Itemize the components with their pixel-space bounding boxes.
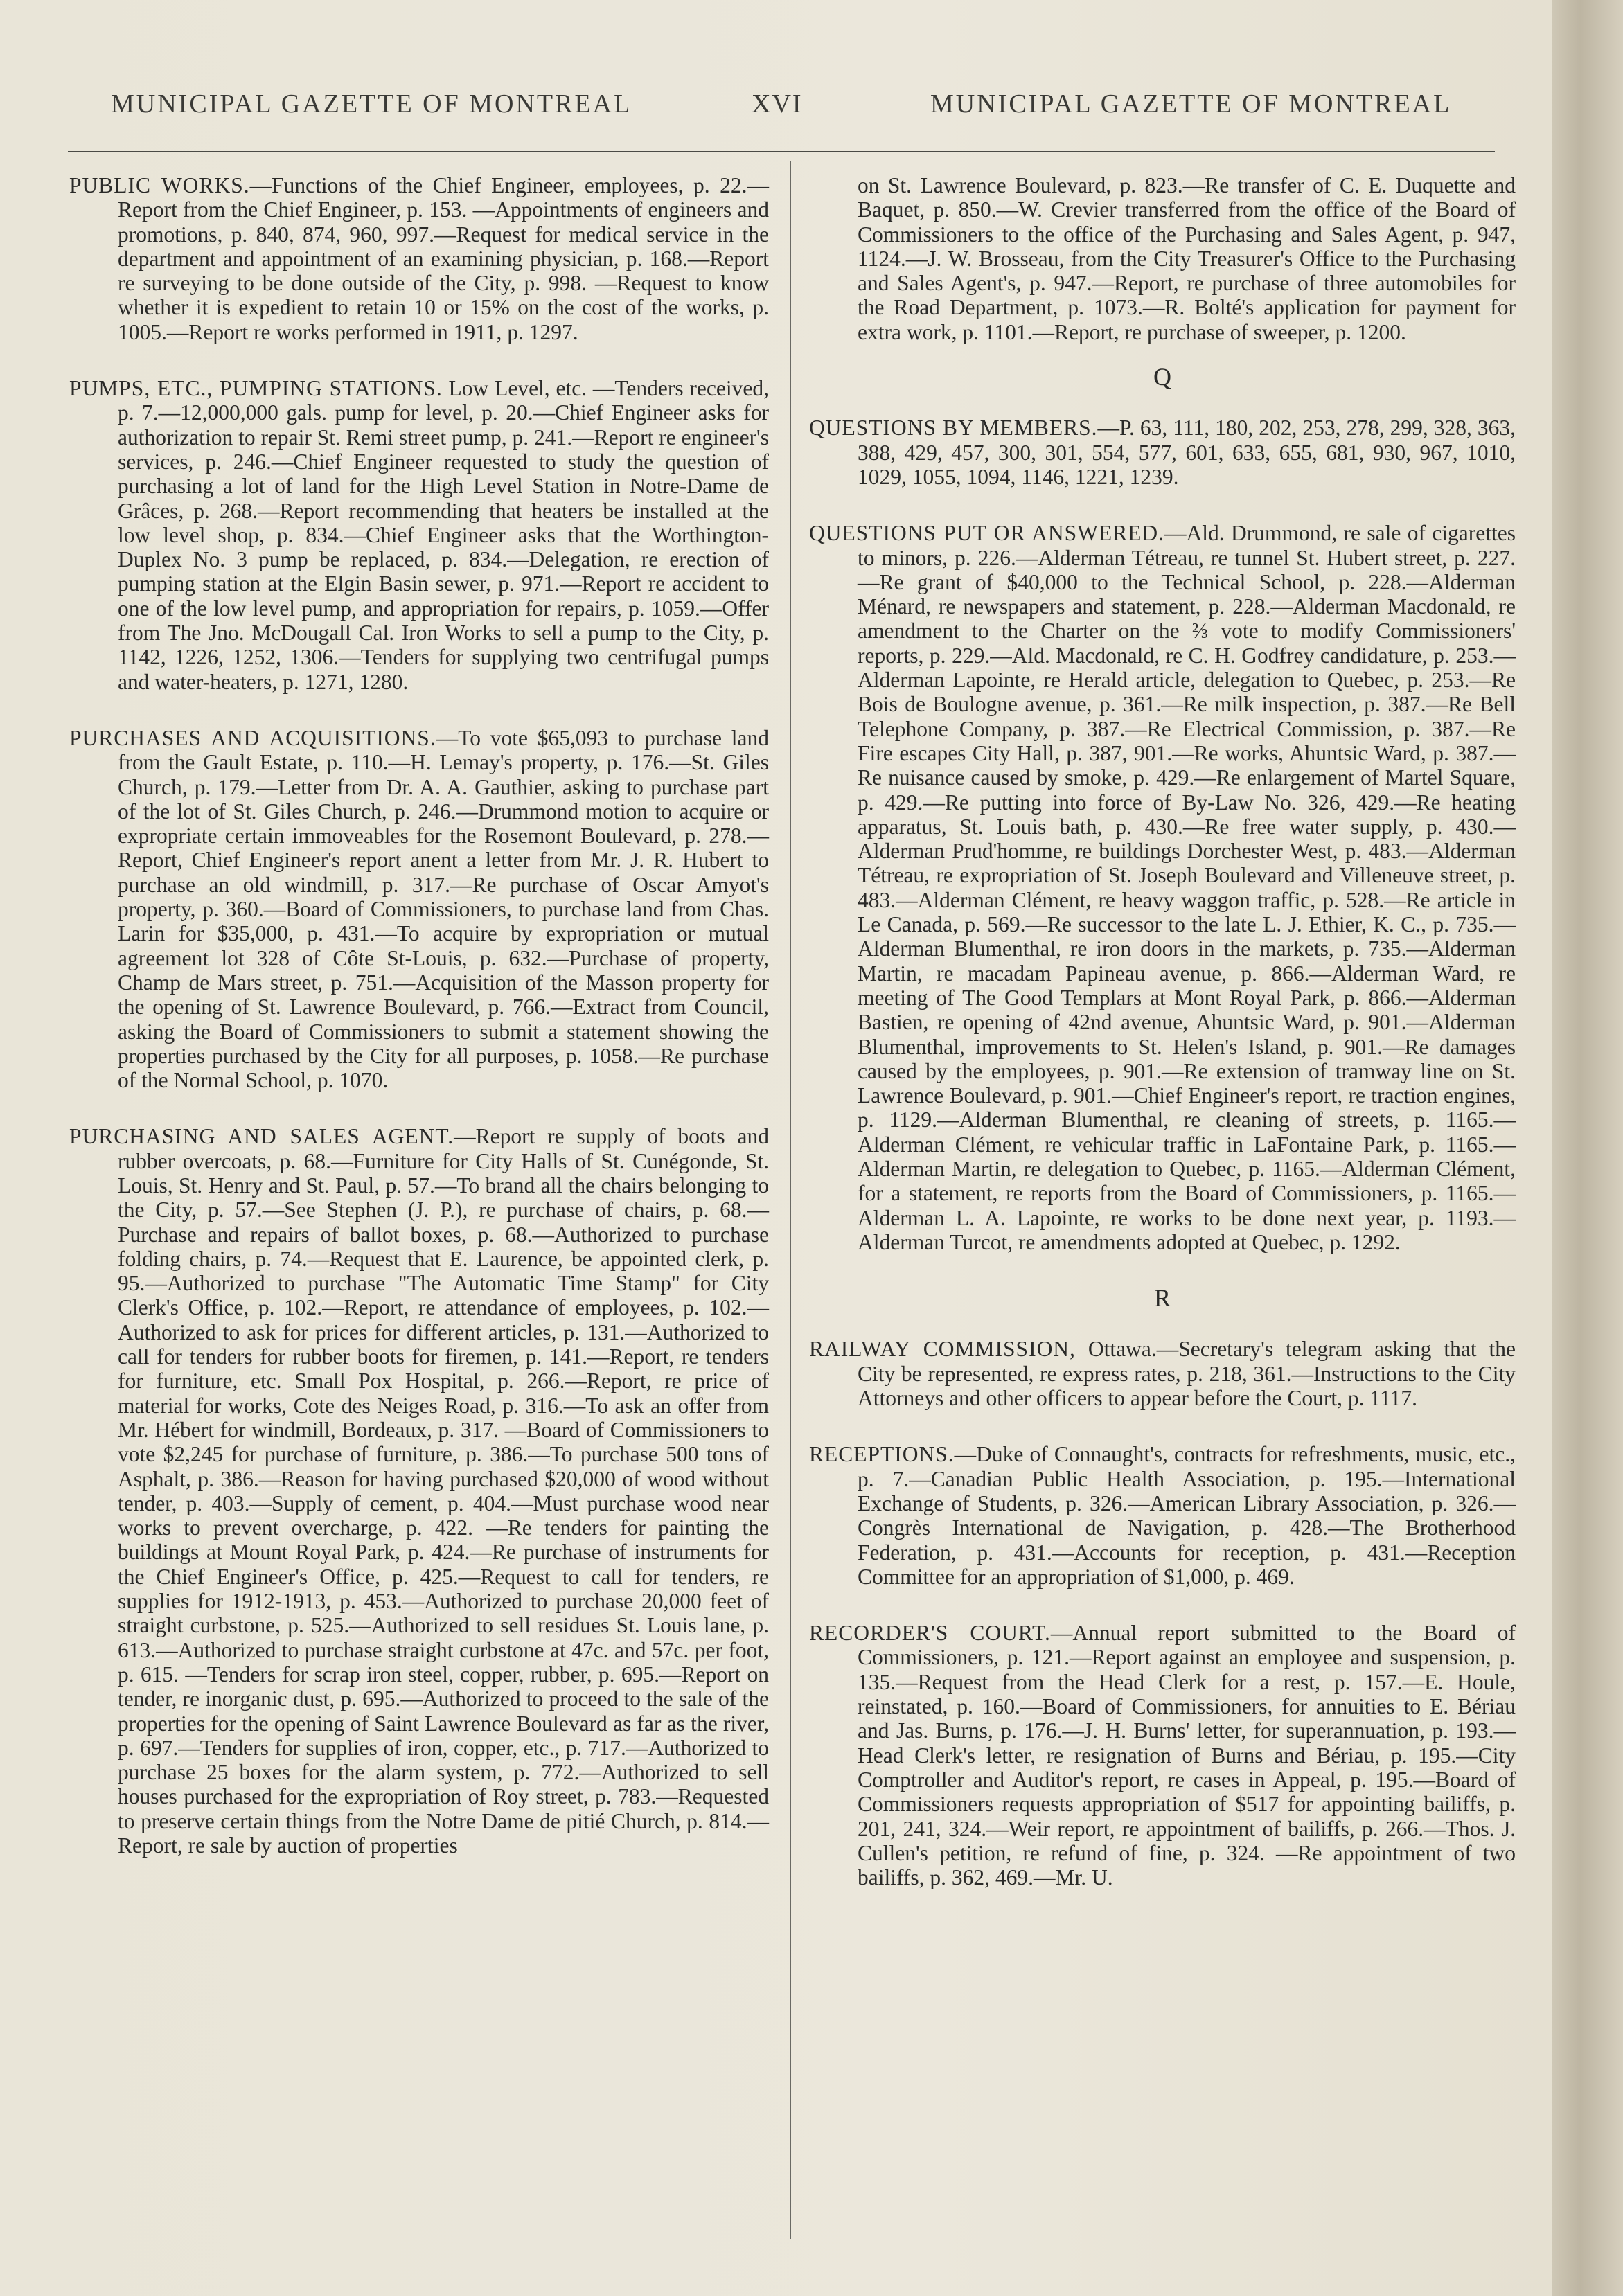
index-entry-questions-members bbox=[809, 416, 1516, 489]
entry-text: Ottawa.—Secretary's telegram asking that the City be represented, re express rates, p. 218, 361.—Instructions to the City Attorneys and other officers to appear before the Court, p. 1117. bbox=[858, 1337, 1516, 1411]
right-column bbox=[809, 173, 1516, 1921]
entry-heading: RAILWAY COMMISSION, bbox=[809, 1337, 1076, 1362]
index-entry-receptions bbox=[809, 1442, 1516, 1589]
page-number: XVI bbox=[752, 89, 803, 118]
entry-text: —Report re supply of boots and rubber overcoats, p. 68.—Furniture for City Halls of St. Cunégonde, St. Louis, St. Henry and St. Paul, p. 57.—To brand all the chairs belonging to the City, p. 57.—See Stephen (J. P.), re purchase of chairs, p. 68.—Purchase and repairs of ballot boxes, p. 68.—Authorized to purchase folding chairs, p. 74.—Request that E. Laurence, be appointed clerk, p. 95.—Authorized to purchase "The Automatic Time Stamp" for City Clerk's Office, p. 102.—Report, re attendance of employees, p. 102.—Authorized to ask for prices for different articles, p. 131.—Authorized to call for tenders for rubber boots for firemen, p. 141.—Report, re tenders for furniture, etc. Small Pox Hospital, p. 266.—Report, re price of material for works, Cote des Neiges Road, p. 316.—To ask an offer from Mr. Hébert for windmill, Bordeaux, p. 317. —Board of Commissioners to vote $2,245 for purchase of furniture, p. 386.—To purchase 500 tons of Asphalt, p. 386.—Reason for having purchased $20,000 of wood without tender, p. 403.—Supply of cement, p. 404.—Must purchase wood near works to prevent overcharge, p. 422. —Re tenders for painting the buildings at Mount Royal Park, p. 424.—Re purchase of instruments for the Chief Engineer's Office, p. 425.—Request to call for tenders, re supplies for 1912-1913, p. 453.—Authorized to purchase 20,000 feet of straight curbstone, p. 525.—Authorized to sell residues St. Louis lane, p. 613.—Authorized to purchase straight curbstone at 47c. and 57c. per foot, p. 615. —Tenders for scrap iron steel, copper, rubber, p. 695.—Report on tender, re inorganic dust, p. 695.—Authorized to proceed to the sale of the properties for the opening of Saint Lawrence Boulevard as far as the river, p. 697.—Tenders for supplies of iron, copper, etc., p. 717.—Authorized to purchase 25 boxes for the alarm system, p. 772.—Authorized to sell houses purchased for the expropriation of Roy street, p. 783.—Requested to preserve certain things from the Notre Dame de pitié Church, p. 814.—Report, re sale by auction of properties bbox=[118, 1124, 769, 1858]
entry-text: —P. 63, 111, 180, 202, 253, 278, 299, 328, 363, 388, 429, 457, 300, 301, 554, 577, 601, 633, 655, 681, 930, 967, 1010, 1029, 1055, 1094, 1146, 1221, 1239. bbox=[858, 416, 1516, 489]
entry-heading: QUESTIONS PUT OR ANSWERED. bbox=[809, 521, 1164, 546]
index-entry-pumps bbox=[69, 376, 769, 694]
running-header-left: MUNICIPAL GAZETTE OF MONTREAL bbox=[111, 89, 632, 118]
section-letter-q: Q bbox=[1153, 363, 1171, 391]
left-column bbox=[69, 173, 769, 1889]
index-entry-purchases bbox=[69, 726, 769, 1092]
entry-text: —Functions of the Chief Engineer, employees, p. 22.—Report from the Chief Engineer, p. 153. —Appointments of engineers and promotions, p. 840, 874, 960, 997.—Request for medical service in the department and appointment of an examining physician, p. 168.—Report re surveying to be done outside of the City, p. 998. —Request to know whether it is expedient to retain 10 or 15% on the cost of the works, p. 1005.—Report re works performed in 1911, p. 1297. bbox=[118, 173, 769, 344]
entry-heading: RECEPTIONS. bbox=[809, 1442, 955, 1467]
entry-text: —Duke of Connaught's, contracts for refreshments, music, etc., p. 7.—Canadian Public Health Association, p. 195.—International Exchange of Students, p. 326.—American Library Association, p. 326.—Congrès International de Navigation, p. 428.—The Brotherhood Federation, p. 431.—Accounts for reception, p. 431.—Reception Committee for an appropriation of $1,000, p. 469. bbox=[858, 1442, 1516, 1589]
entry-heading: PURCHASES AND ACQUISITIONS. bbox=[69, 725, 436, 750]
header-rule bbox=[68, 151, 1495, 152]
entry-heading: PUMPS, ETC., PUMPING STATIONS. bbox=[69, 376, 443, 401]
index-entry-continuation: on St. Lawrence Boulevard, p. 823.—Re transfer of C. E. Duquette and Baquet, p. 850.—W. Crevier transferred from the office of the Board of Commissioners to the office of the Purchasing and Sales Agent, p. 947, 1124.—J. W. Brosseau, from the City Treasurer's Office to the Purchasing and Sales Agent's, p. 947.—Report, re purchase of three automobiles for the Road Department, p. 1073.—R. Bolté's application for payment for extra work, p. 1101.—Report, re purchase of sweeper, p. 1200. bbox=[858, 173, 1516, 344]
index-entry-questions-answered bbox=[809, 521, 1516, 1254]
entry-text: —Ald. Drummond, re sale of cigarettes to minors, p. 226.—Alderman Tétreau, re tunnel St. Hubert street, p. 227.—Re grant of $40,000 to the Technical School, p. 228.—Alderman Ménard, re newspapers and statement, p. 228.—Alderman Macdonald, re amendment to the Charter on the ⅔ vote to modify Commissioners' reports, p. 229.—Ald. Macdonald, re C. H. Godfrey candidature, p. 253.—Alderman Lapointe, re Herald article, delegation to Quebec, p. 253.—Re Bois de Boulogne avenue, p. 361.—Re milk inspection, p. 387.—Re Bell Telephone Company, p. 387.—Re Electrical Commission, p. 387.—Re Fire escapes City Hall, p. 387, 901.—Re works, Ahuntsic Ward, p. 387.—Re nuisance caused by smoke, p. 429.—Re enlargement of Martel Square, p. 429.—Re putting into force of By-Law No. 326, 429.—Re heating apparatus, St. Louis bath, p. 430.—Re free water supply, p. 430.—Alderman Prud'homme, re buildings Dorchester West, p. 483.—Alderman Tétreau, re expropriation of St. Joseph Boulevard and Villeneuve street, p. 483.—Alderman Clément, re heavy waggon traffic, p. 528.—Re article in Le Canada, p. 569.—Re successor to the late L. J. Ethier, K. C., p. 735.—Alderman Blumenthal, re iron doors in the markets, p. 735.—Alderman Martin, re macadam Papineau avenue, p. 866.—Alderman Ward, re meeting of The Good Templars at Mont Royal Park, p. 866.—Alderman Bastien, re opening of 42nd avenue, Ahuntsic Ward, p. 901.—Alderman Blumenthal, improvements to St. Helen's Island, p. 901.—Re damages caused by the employees, p. 901.—Re extension of tramway line on St. Lawrence Boulevard, p. 901.—Chief Engineer's report, re traction engines, p. 1129.—Alderman Blumenthal, re cleaning of streets, p. 1165.—Alderman Clément, re vehicular traffic in LaFontaine Park, p. 1165.—Alderman Martin, re delegation to Quebec, p. 1165.—Alderman Clément, for a statement, re reports from the Board of Commissioners, p. 1165.—Alderman L. A. Lapointe, re works to be done next year, p. 1193.—Alderman Turcot, re amendments adopted at Quebec, p. 1292. bbox=[858, 521, 1516, 1254]
entry-heading: RECORDER'S COURT. bbox=[809, 1621, 1051, 1646]
entry-text: Low Level, etc. —Tenders received, p. 7.—12,000,000 gals. pump for level, p. 20.—Chief Engineer asks for authorization to repair St. Remi street pump, p. 241.—Report re engineer's services, p. 246.—Chief Engineer requested to study the question of purchasing a lot of land for the High Level Station in Notre-Dame de Grâces, p. 268.—Report recommending that heaters be installed at the low level shop, p. 834.—Chief Engineer asks that the Worthington-Duplex No. 3 pump be replaced, p. 834.—Delegation, re erection of pumping station at the Elgin Basin sewer, p. 971.—Report re accident to one of the low level pump, and appropriation for repairs, p. 1059.—Offer from The Jno. McDougall Cal. Iron Works to sell a pump to the City, p. 1142, 1226, 1252, 1306.—Tenders for supplying two centrifugal pumps and water-heaters, p. 1271, 1280. bbox=[118, 376, 769, 694]
entry-text: —To vote $65,093 to purchase land from the Gault Estate, p. 110.—H. Lemay's property, p. 176.—St. Giles Church, p. 179.—Letter from Dr. A. A. Gauthier, asking to purchase part of the lot of St. Giles Church, p. 246.—Drummond motion to acquire or expropriate certain immoveables for the Rosemont Boulevard, p. 278.—Report, Chief Engineer's report anent a letter from Mr. J. R. Hubert to purchase an old windmill, p. 317.—Re purchase of Oscar Amyot's property, p. 360.—Board of Commissioners, to purchase land from Chas. Larin for $35,000, p. 431.—To acquire by expropriation or mutual agreement lot 328 of Côte St-Louis, p. 632.—Purchase of property, Champ de Mars street, p. 751.—Acquisition of the Masson property for the opening of St. Lawrence Boulevard, p. 766.—Extract from Council, asking the Board of Commissioners to submit a statement showing the properties purchased by the City for all purposes, p. 1058.—Re purchase of the Normal School, p. 1070. bbox=[118, 725, 769, 1093]
column-divider bbox=[790, 161, 791, 2239]
index-entry-purchasing-agent bbox=[69, 1124, 769, 1858]
running-header-right: MUNICIPAL GAZETTE OF MONTREAL bbox=[930, 89, 1452, 118]
index-entry-railway-commission bbox=[809, 1337, 1516, 1410]
section-letter-r: R bbox=[1153, 1284, 1171, 1312]
index-entry-public-works bbox=[69, 173, 769, 344]
entry-heading: QUESTIONS BY MEMBERS. bbox=[809, 416, 1098, 440]
entry-heading: PURCHASING AND SALES AGENT. bbox=[69, 1124, 454, 1149]
index-entry-recorders-court bbox=[809, 1621, 1516, 1889]
entry-text: —Annual report submitted to the Board of Commissioners, p. 121.—Report against an employee and suspension, p. 135.—Request from the Head Clerk for a rest, p. 157.—E. Houle, reinstated, p. 160.—Board of Commissioners, for annuities to E. Bériau and Jas. Burns, p. 176.—J. H. Burns' letter, for superannuation, p. 193.—Head Clerk's letter, re resignation of Burns and Bériau, p. 195.—City Comptroller and Auditor's report, re cases in Appeal, p. 195.—Board of Commissioners requests appropriation of $517 for appointing bailiffs, p. 201, 241, 324.—Weir report, re appointment of bailiffs, p. 266.—Thos. J. Cullen's petition, re refund of fine, p. 324. —Re appointment of two bailiffs, p. 362, 469.—Mr. U. bbox=[858, 1621, 1516, 1890]
entry-heading: PUBLIC WORKS. bbox=[69, 173, 250, 197]
page-edge-shadow bbox=[1552, 0, 1623, 2296]
